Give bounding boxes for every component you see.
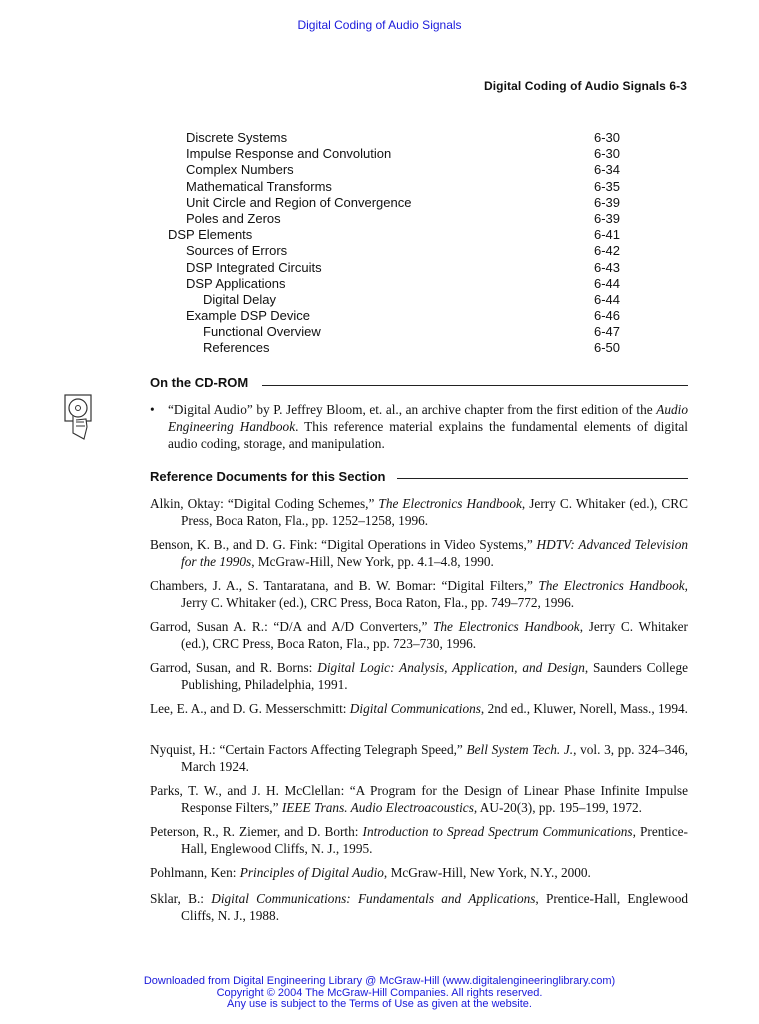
- reference-title: Bell System Tech. J.: [466, 742, 574, 757]
- toc-entry[interactable]: [0, 260, 759, 276]
- reference-authors: Peterson, R., R. Ziemer, and D. Borth:: [150, 824, 363, 839]
- toc-entry-page: 6-30: [594, 130, 621, 145]
- reference-title: The Electronics Handbook: [433, 619, 580, 634]
- toc-entry-page: 6-47: [594, 324, 621, 340]
- toc-entry-page: 6-42: [594, 243, 621, 259]
- reference-entry: [150, 536, 688, 570]
- toc-entry[interactable]: [0, 130, 759, 146]
- reference-entry: [150, 864, 688, 881]
- toc-entry-page: 6-39: [594, 210, 621, 226]
- reference-authors: Nyquist, H.: “Certain Factors Affecting Telegraph Speed,”: [150, 742, 467, 757]
- toc-entry-title: Sources of Errors: [186, 243, 288, 259]
- references-heading-rule: [397, 478, 688, 479]
- footer-terms[interactable]: Any use is subject to the Terms of Use as given at the website.: [227, 998, 532, 1010]
- reference-entry: [150, 890, 688, 924]
- reference-entry: [150, 782, 688, 816]
- toc-entry[interactable]: [0, 162, 759, 178]
- toc-entry-page: 6-50: [594, 340, 621, 356]
- reference-authors: Garrod, Susan A. R.: “D/A and A/D Converters,”: [150, 619, 434, 634]
- toc-entry-title: Mathematical Transforms: [186, 178, 332, 194]
- reference-title: The Electronics Handbook: [378, 496, 522, 511]
- reference-entry: [150, 741, 688, 775]
- references-heading: Reference Documents for this Section: [150, 469, 386, 484]
- reference-title: Digital Logic: Analysis, Application, and Design: [317, 660, 585, 675]
- reference-entry: [150, 700, 688, 717]
- reference-authors: Lee, E. A., and D. G. Messerschmitt:: [150, 701, 350, 716]
- toc-entry-title: Digital Delay: [203, 291, 276, 307]
- reference-details: , Saunders College Publishing, Philadelphia, 1991.: [181, 660, 688, 692]
- toc-entry[interactable]: [0, 324, 759, 340]
- running-head: Digital Coding of Audio Signals 6-3: [483, 79, 687, 93]
- toc-entry[interactable]: [0, 146, 759, 162]
- bullet-dot: •: [150, 402, 155, 417]
- toc-entry-page: 6-41: [594, 227, 621, 243]
- reference-authors: Parks, T. W., and J. H. McClellan: “A Program for the Design of Linear Phase Infinite Impulse Response Filters,”: [150, 783, 688, 815]
- reference-entry: [150, 618, 688, 652]
- reference-entry: [150, 823, 688, 857]
- reference-details: , vol. 3, pp. 324–346, March 1924.: [181, 742, 688, 774]
- toc-entry-page: 6-39: [594, 194, 621, 210]
- reference-title: IEEE Trans. Audio Electroacoustics: [281, 800, 474, 815]
- reference-authors: Benson, K. B., and D. G. Fink: “Digital Operations in Video Systems,”: [150, 537, 537, 552]
- cdrom-heading-rule: [262, 385, 688, 386]
- toc-entry[interactable]: [0, 276, 759, 292]
- toc-entry-title: Unit Circle and Region of Convergence: [186, 194, 412, 210]
- top-title-link[interactable]: Digital Coding of Audio Signals: [297, 18, 462, 32]
- toc-entry[interactable]: [0, 227, 759, 243]
- reference-title: Introduction to Spread Spectrum Communications: [362, 824, 633, 839]
- toc-entry-title: DSP Applications: [186, 275, 286, 291]
- toc-entry[interactable]: [0, 179, 759, 195]
- reference-details: , McGraw-Hill, New York, N.Y., 2000.: [383, 865, 591, 880]
- toc-entry-page: 6-30: [594, 146, 621, 162]
- reference-details: , AU-20(3), pp. 195–199, 1972.: [473, 800, 642, 815]
- toc-entry-title: DSP Elements: [168, 227, 253, 243]
- reference-entry: [150, 495, 688, 529]
- reference-authors: Pohlmann, Ken:: [150, 865, 240, 880]
- toc-entry-page: 6-35: [594, 178, 621, 194]
- reference-details: , Jerry C. Whitaker (ed.), CRC Press, Boca Raton, Fla., pp. 1252–1258, 1996.: [181, 496, 689, 528]
- toc-entry-title: References: [203, 340, 270, 356]
- footer-download-link[interactable]: Downloaded from Digital Engineering Library @ McGraw-Hill (www.digitalengineeringlibrary.com): [143, 975, 616, 987]
- toc-entry[interactable]: [0, 243, 759, 259]
- reference-details: , McGraw-Hill, New York, pp. 4.1–4.8, 1990.: [251, 554, 494, 569]
- toc-entry-title: Complex Numbers: [186, 162, 294, 178]
- reference-authors: Sklar, B.:: [150, 891, 212, 906]
- toc-entry-title: Impulse Response and Convolution: [186, 146, 392, 162]
- toc-entry-title: DSP Integrated Circuits: [186, 259, 322, 275]
- toc-entry[interactable]: [0, 308, 759, 324]
- toc-entry-page: 6-44: [594, 275, 621, 291]
- cd-rom-hand-icon: [62, 393, 96, 441]
- toc-entry-title: Functional Overview: [203, 324, 321, 340]
- reference-details: , Jerry C. Whitaker (ed.), CRC Press, Boca Raton, Fla., pp. 749–772, 1996.: [181, 578, 688, 610]
- toc-entry[interactable]: [0, 211, 759, 227]
- reference-title: Principles of Digital Audio: [239, 865, 384, 880]
- toc-entry-page: 6-44: [594, 291, 621, 307]
- reference-title: The Electronics Handbook: [538, 578, 685, 593]
- toc-entry[interactable]: [0, 292, 759, 308]
- reference-details: , Prentice-Hall, Englewood Cliffs, N. J., 1988.: [181, 891, 688, 923]
- reference-entry: [150, 577, 688, 611]
- reference-details: , 2nd ed., Kluwer, Norell, Mass., 1994.: [480, 701, 688, 716]
- reference-details: , Prentice-Hall, Englewood Cliffs, N. J., 1995.: [181, 824, 688, 856]
- toc-entry-page: 6-43: [594, 259, 621, 275]
- reference-details: , Jerry C. Whitaker (ed.), CRC Press, Boca Raton, Fla., pp. 723–730, 1996.: [181, 619, 688, 651]
- toc-entry-page: 6-34: [594, 162, 621, 178]
- footer-copyright[interactable]: Copyright © 2004 The McGraw-Hill Companies. All rights reserved.: [216, 986, 543, 999]
- reference-authors: Garrod, Susan, and R. Borns:: [150, 660, 318, 675]
- cdrom-heading: On the CD-ROM: [150, 375, 249, 390]
- toc-entry-title: Example DSP Device: [186, 308, 311, 324]
- reference-authors: Chambers, J. A., S. Tantaratana, and B. W. Bomar: “Digital Filters,”: [150, 578, 539, 593]
- reference-title: Digital Communications: [349, 701, 481, 716]
- reference-entry: [150, 659, 688, 693]
- footer-notice: [0, 976, 759, 1011]
- toc-entry[interactable]: [0, 340, 759, 356]
- toc-entry-title: Discrete Systems: [186, 130, 288, 145]
- toc-entry[interactable]: [0, 195, 759, 211]
- reference-title: HDTV: Advanced Television for the 1990s: [181, 537, 688, 569]
- reference-authors: Alkin, Oktay: “Digital Coding Schemes,”: [150, 496, 379, 511]
- table-of-contents: [0, 130, 759, 357]
- toc-entry-title: Poles and Zeros: [186, 210, 281, 226]
- cdrom-description: “Digital Audio” by P. Jeffrey Bloom, et. al., an archive chapter from the first edition of the Audio Engineering Handbook. This reference material explains the fundamental elements of digital audio coding, storage, and manipulation.: [168, 402, 688, 451]
- toc-entry-page: 6-46: [594, 308, 621, 324]
- reference-title: Digital Communications: Fundamentals and Applications: [211, 891, 536, 906]
